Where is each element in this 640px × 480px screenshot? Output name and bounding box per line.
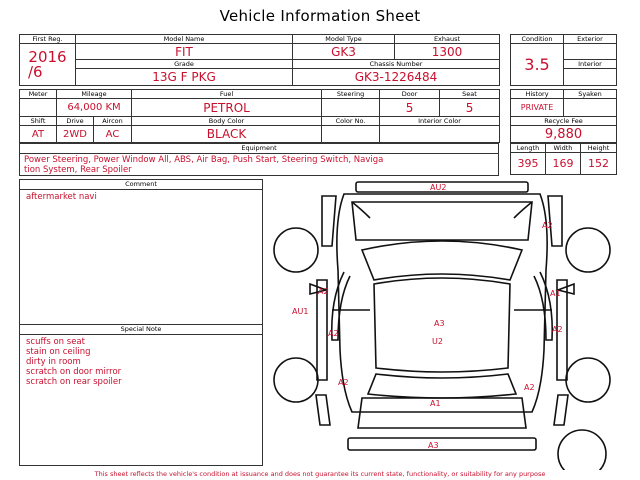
shift-label: Shift (20, 117, 57, 126)
mileage-value: 64,000 KM (57, 99, 132, 117)
mark-roof: A3 (434, 319, 445, 328)
steering-label: Steering (322, 90, 380, 99)
right-front-wheel (566, 228, 610, 272)
rear-bumper-shape (348, 438, 536, 450)
model-name-label: Model Name (76, 35, 293, 44)
history-label: History (511, 90, 564, 99)
right-rear-wheel (566, 358, 610, 402)
vehicle-spec-table (19, 89, 500, 143)
seat-label: Seat (440, 90, 500, 99)
comment-box (19, 179, 263, 325)
model-type-value: GK3 (293, 44, 395, 60)
left-rear-wheel (274, 358, 318, 402)
recycle-fee-value: 9,880 (511, 126, 617, 143)
door-value: 5 (380, 99, 440, 117)
mileage-label: Mileage (57, 90, 132, 99)
footer-disclaimer: This sheet reflects the vehicle's condition at issuance and does not guarantee its current state, functionality, or suitability for any purpose (94, 470, 546, 478)
mark-right-rear-quarter: A2 (524, 383, 535, 392)
meter-label: Meter (20, 90, 57, 99)
spare-wheel (558, 430, 606, 470)
mark-rear-lower: A1 (430, 399, 441, 408)
exhaust-value: 1300 (395, 44, 500, 60)
interior-label: Interior (564, 60, 617, 69)
comment-label: Comment (20, 180, 262, 190)
aircon-label: Aircon (94, 117, 132, 126)
mark-right-rear-door: A2 (552, 325, 563, 334)
mark-left-rear-quarter: A2 (338, 378, 349, 387)
tailgate-shape (358, 398, 526, 428)
grade-value: 13G F PKG (76, 69, 293, 86)
door-label: Door (380, 90, 440, 99)
mark-right-front-door: A1 (550, 289, 561, 298)
comment-text: aftermarket navi (26, 192, 97, 202)
hood-shape (352, 202, 532, 240)
special-note-box (19, 324, 263, 466)
width-label: Width (546, 144, 581, 153)
exterior-label: Exterior (564, 35, 617, 44)
equipment-text: Power Steering, Power Window All, ABS, Air Bag, Push Start, Steering Switch, Naviga tion System, Rear Spoiler (24, 155, 384, 175)
right-headlight (514, 202, 532, 218)
windshield-shape (362, 241, 522, 280)
first-reg-label: First Reg. (20, 35, 76, 44)
grade-label: Grade (76, 60, 293, 69)
mark-front-top: AU2 (430, 183, 447, 192)
recycle-fee-label: Recycle Fee (511, 117, 617, 126)
mark-roof-lower: U2 (432, 337, 443, 346)
mark-left-front-door: A2 (328, 329, 339, 338)
right-rear-panel-shape (554, 395, 568, 425)
first-reg-month: /6 (28, 62, 43, 81)
color-no-label: Color No. (322, 117, 380, 126)
special-note-label: Special Note (20, 325, 262, 335)
first-reg-year: 2016 (28, 47, 67, 66)
right-door-line (534, 272, 552, 340)
length-value: 395 (511, 153, 546, 175)
seat-value: 5 (440, 99, 500, 117)
exhaust-label: Exhaust (395, 35, 500, 44)
height-value: 152 (581, 153, 617, 175)
height-label: Height (581, 144, 617, 153)
body-color-label: Body Color (132, 117, 322, 126)
car-damage-diagram (270, 180, 615, 470)
condition-label: Condition (511, 35, 564, 44)
drive-label: Drive (57, 117, 94, 126)
length-label: Length (511, 144, 546, 153)
model-type-label: Model Type (293, 35, 395, 44)
equipment-label: Equipment (20, 144, 498, 154)
syaken-label: Syaken (564, 90, 617, 99)
mark-right-front-fender: A2 (542, 221, 553, 230)
condition-value: 3.5 (511, 44, 564, 86)
vehicle-basic-table (19, 34, 500, 86)
mark-left-front-fender: A2 (318, 287, 329, 296)
body-color-value: BLACK (132, 126, 322, 143)
model-name-value: FIT (76, 44, 293, 60)
mark-rear-bumper: A3 (428, 441, 439, 450)
body-outline (337, 194, 547, 412)
left-rear-panel-shape (316, 395, 330, 425)
history-table (510, 89, 617, 143)
interior-color-label: Interior Color (380, 117, 500, 126)
page-title: Vehicle Information Sheet (219, 7, 421, 25)
chassis-value: GK3-1226484 (293, 69, 500, 86)
chassis-label: Chassis Number (293, 60, 500, 69)
first-reg-value (20, 44, 76, 86)
mark-mirror-left: AU1 (292, 307, 309, 316)
history-value: PRIVATE (511, 99, 564, 117)
rear-window-shape (368, 374, 516, 398)
shift-value: AT (20, 126, 57, 143)
special-note-text: scuffs on seat stain on ceiling dirty in room scratch on door mirror scratch on rear spoiler (26, 337, 122, 387)
aircon-value: AC (94, 126, 132, 143)
drive-value: 2WD (57, 126, 94, 143)
fuel-label: Fuel (132, 90, 322, 99)
left-front-fender-shape (322, 196, 336, 246)
dimensions-table (510, 143, 617, 175)
width-value: 169 (546, 153, 581, 175)
equipment-box (19, 143, 499, 176)
left-headlight (352, 202, 370, 218)
condition-table (510, 34, 617, 86)
fuel-value: PETROL (132, 99, 322, 117)
left-front-wheel (274, 228, 318, 272)
